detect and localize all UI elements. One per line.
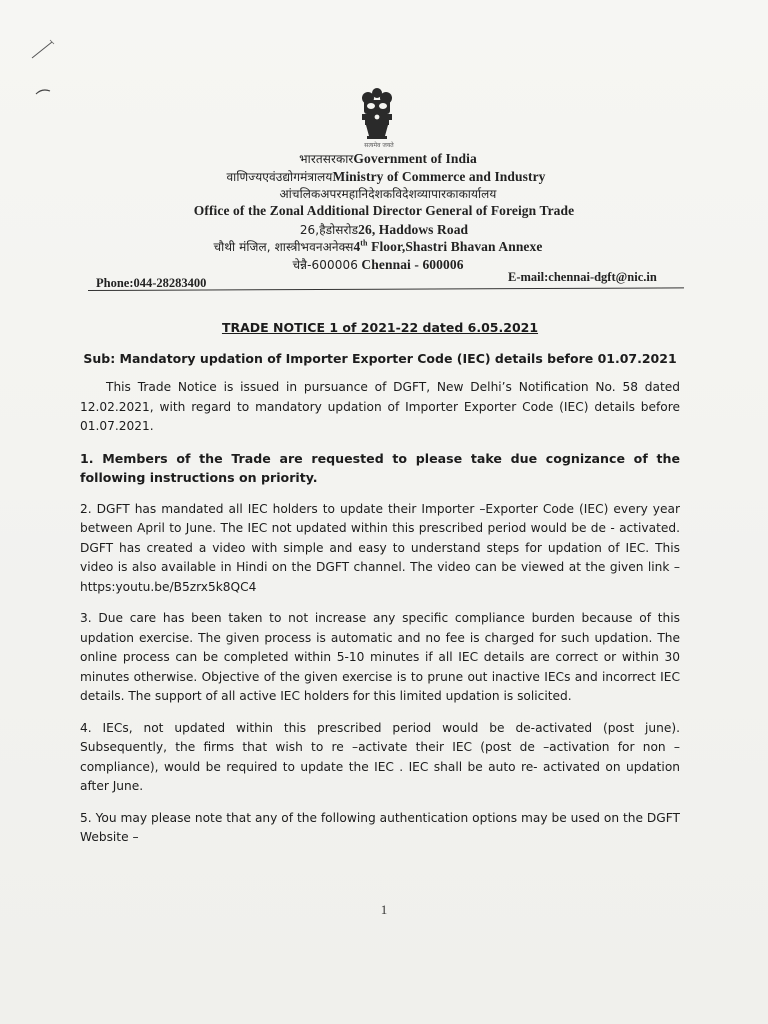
email-address: E-mail:chennai-dgft@nic.in — [508, 270, 657, 284]
header-hindi-ministry: वाणिज्यएवंउद्योगमंत्रालय — [226, 170, 333, 184]
header-line-government — [4, 150, 768, 167]
phone-number: Phone:044-28283400 — [96, 276, 207, 290]
header-floor-number: 4 — [353, 239, 361, 254]
notice-subject: Sub: Mandatory updation of Importer Exporter Code (IEC) details before 01.07.2021 — [83, 350, 677, 366]
header-floor-suffix: th — [360, 238, 368, 248]
header-line-hindi-office — [4, 185, 768, 202]
scan-mark-small — [34, 86, 54, 96]
header-english-floor: Floor,Shastri Bhavan Annexe — [367, 239, 543, 254]
header-line-address — [0, 221, 768, 238]
header-english-government: Government of India — [353, 151, 477, 166]
national-emblem-icon — [352, 84, 402, 148]
header-english-city: Chennai - 600006 — [357, 257, 464, 272]
header-hindi-office: आंचलिकअपरमहानिदेशकविदेशव्यापारकाकार्यालय — [279, 187, 497, 201]
header-hindi-floor: चौथी मंजिल, शास्त्रीभवनअनेक्स — [213, 240, 354, 254]
emblem-motto: सत्यमेव जयते — [364, 142, 394, 149]
header-line-office: Office of the Zonal Additional Director General of Foreign Trade — [193, 203, 575, 218]
header-hindi-address: 26,हैडोसरोड — [299, 223, 359, 237]
notice-point-2: 2. DGFT has mandated all IEC holders to update their Importer –Exporter Code (IEC) every year between April to June. The IEC not updated within this prescribed period would be de - activated. DGFT has created a video with simple and easy to understand steps for updation of IEC. This video is also available in Hindi on the DGFT channel. The video can be viewed at the given link – https:youtu.be/B5zrx5k8QC4 — [80, 501, 680, 594]
notice-point-1: 1. Members of the Trade are requested to please take due cognizance of the following instructions on priority. — [80, 450, 680, 485]
page-number: 1 — [380, 902, 388, 917]
notice-point-4: 4. IECs, not updated within this prescribed period would be de-activated (post june). Subsequently, the firms that wish to re –activate their IEC (post de –activation for non – compliance), would be required to update the IEC . IEC shall be auto re- activated on updation after June. — [80, 720, 680, 793]
header-hindi-city: चेन्नै-600006 — [292, 258, 358, 272]
header-line-floor — [0, 238, 762, 255]
notice-body — [80, 318, 680, 860]
notice-point-3: 3. Due care has been taken to not increase any specific compliance burden because of this updation exercise. The given process is automatic and no fee is charged for such updation. The online process can be completed within 5-10 minutes if all IEC details are correct or within 30 minutes otherwise. Objective of the given exercise is to prune out inactive IECs and incorrect IEC details. The support of all active IEC holders for this limited updation is solicited. — [80, 611, 680, 703]
header-hindi-government: भारतसरकार — [299, 152, 354, 166]
notice-title: TRADE NOTICE 1 of 2021-22 dated 6.05.2021 — [221, 320, 539, 335]
header-english-address: 26, Haddows Road — [358, 222, 469, 237]
scan-mark — [30, 38, 60, 60]
notice-intro: This Trade Notice is issued in pursuance of DGFT, New Delhi’s Notification No. 58 dated 12.02.2021, with regard to mandatory updation of Importer Exporter Code (IEC) details before 01.07.2021. — [80, 380, 680, 433]
header-english-ministry: Ministry of Commerce and Industry — [332, 169, 546, 184]
notice-point-5: 5. You may please note that any of the following authentication options may be used on the DGFT Website – — [80, 810, 680, 844]
header-line-ministry — [2, 168, 768, 185]
